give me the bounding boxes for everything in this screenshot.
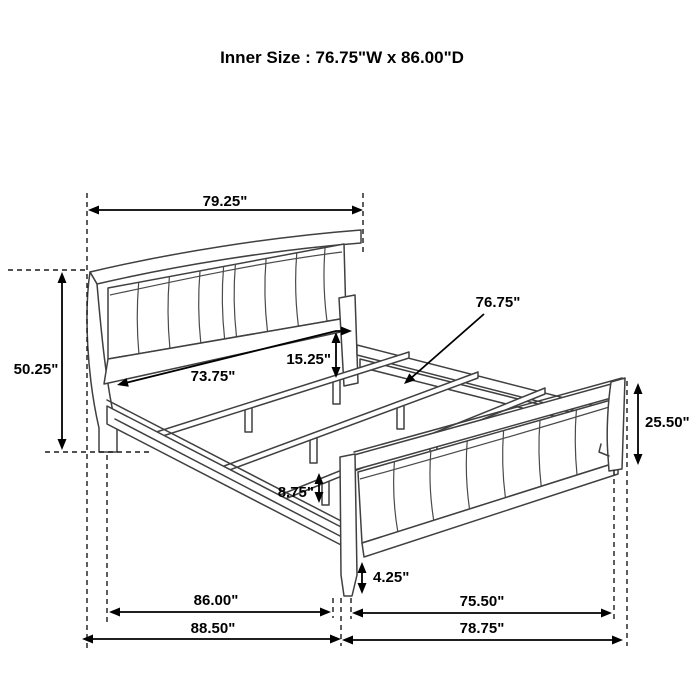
near-side-rail xyxy=(107,400,345,547)
dim-label-footboard-overall-width: 78.75" xyxy=(459,620,505,637)
dim-label-footboard-inner-width: 75.50" xyxy=(459,593,505,610)
dim-label-footboard-leg-height: 4.25" xyxy=(373,569,410,586)
dim-label-overall-depth: 88.50" xyxy=(190,620,236,637)
dim-label-footboard-height: 25.50" xyxy=(645,414,690,431)
footboard-left-post xyxy=(340,454,357,596)
dim-label-slat-inner-width: 76.75" xyxy=(475,294,521,311)
page-title: Inner Size : 76.75"W x 86.00"D xyxy=(220,48,464,67)
dim-label-headboard-height: 50.25" xyxy=(13,361,59,378)
dim-label-side-rail-inner-depth: 86.00" xyxy=(193,592,239,609)
footboard-right-post xyxy=(607,378,625,471)
dim-label-slat-support-height: 8.75" xyxy=(277,484,314,501)
dim-label-headboard-inner-width: 73.75" xyxy=(190,368,236,385)
dim-label-headboard-panel-clearance: 15.25" xyxy=(286,351,331,368)
dim-label-headboard-width: 79.25" xyxy=(202,193,248,210)
